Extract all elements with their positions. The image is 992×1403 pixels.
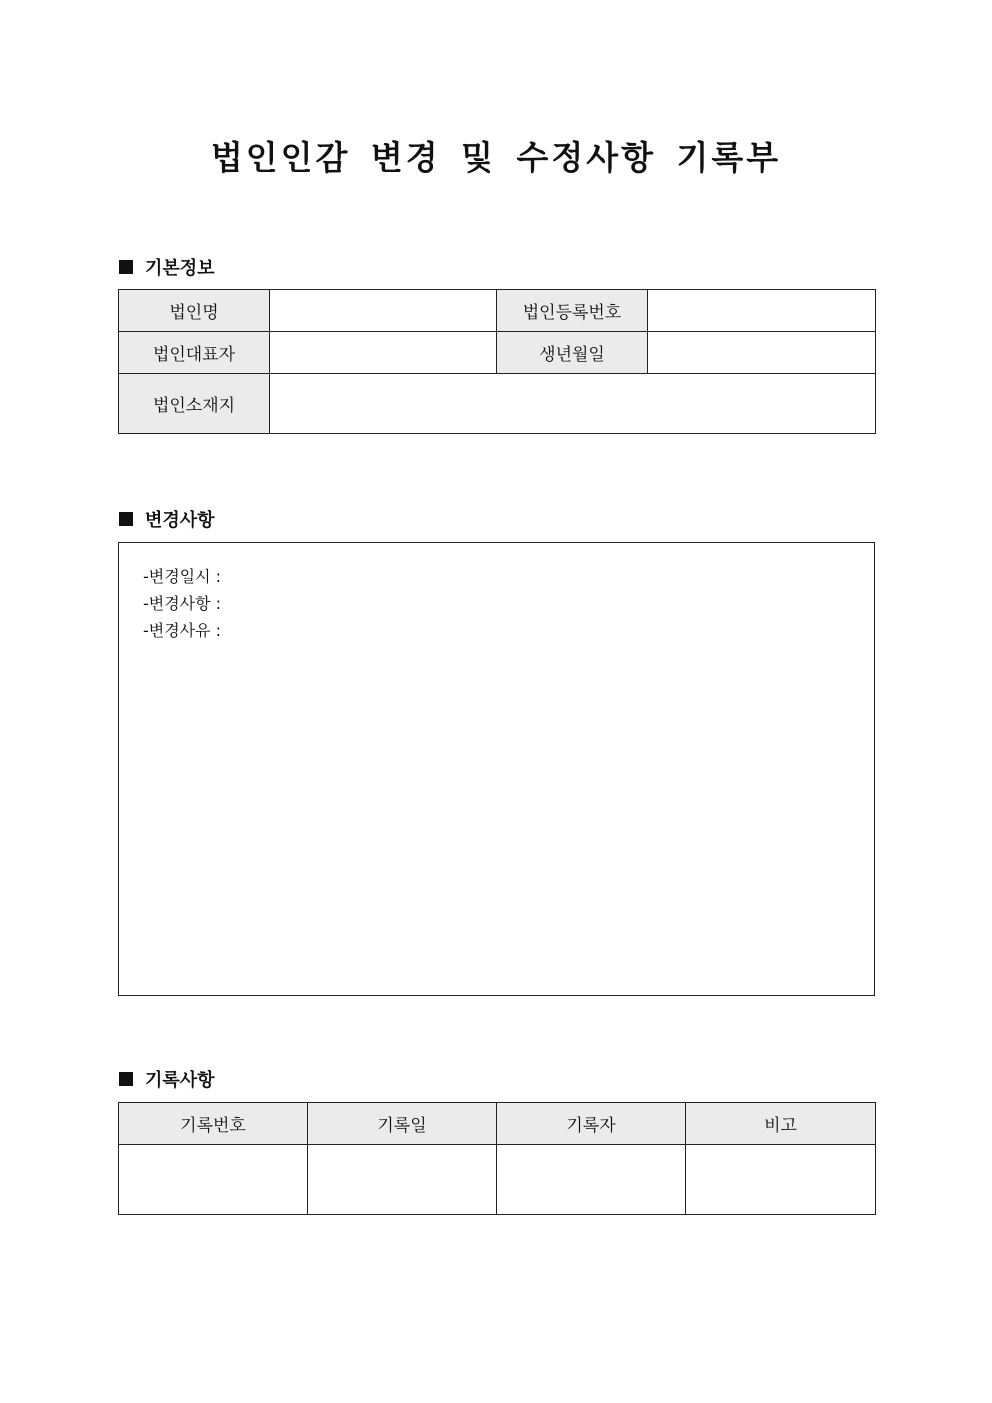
records-table xyxy=(118,1102,876,1215)
table-row xyxy=(119,332,876,374)
section-heading-label: 기록사항 xyxy=(145,1070,215,1091)
label-birth-date: 생년월일 xyxy=(497,332,648,374)
section-heading-label: 변경사항 xyxy=(145,510,215,531)
table-row xyxy=(119,374,876,434)
registration-number-field[interactable] xyxy=(648,290,876,332)
table-row xyxy=(119,290,876,332)
section-heading-changes xyxy=(119,506,215,532)
label-address: 법인소재지 xyxy=(119,374,270,434)
changes-box[interactable] xyxy=(118,542,875,996)
changes-lines xyxy=(143,563,221,644)
label-representative: 법인대표자 xyxy=(119,332,270,374)
square-bullet-icon xyxy=(119,1072,133,1086)
square-bullet-icon xyxy=(119,512,133,526)
table-header-row xyxy=(119,1103,876,1145)
section-heading-label: 기본정보 xyxy=(145,258,215,279)
birth-date-field[interactable] xyxy=(648,332,876,374)
document-title: 법인인감 변경 및 수정사항 기록부 xyxy=(210,138,782,177)
recorder-cell[interactable] xyxy=(497,1145,686,1215)
section-heading-records xyxy=(119,1066,215,1092)
label-corporation-name: 법인명 xyxy=(119,290,270,332)
change-reason-line: -변경사유 : xyxy=(143,621,222,640)
representative-field[interactable] xyxy=(270,332,497,374)
change-date-line: -변경일시 : xyxy=(143,567,222,586)
square-bullet-icon xyxy=(119,260,133,274)
basic-info-table xyxy=(118,289,876,434)
column-header-recorder: 기록자 xyxy=(497,1103,686,1145)
column-header-remarks: 비고 xyxy=(686,1103,876,1145)
table-row xyxy=(119,1145,876,1215)
column-header-record-number: 기록번호 xyxy=(119,1103,308,1145)
label-registration-number: 법인등록번호 xyxy=(497,290,648,332)
section-heading-basic-info xyxy=(119,254,215,280)
address-field[interactable] xyxy=(270,374,876,434)
corporation-name-field[interactable] xyxy=(270,290,497,332)
change-detail-line: -변경사항 : xyxy=(143,594,222,613)
record-number-cell[interactable] xyxy=(119,1145,308,1215)
remarks-cell[interactable] xyxy=(686,1145,876,1215)
column-header-record-date: 기록일 xyxy=(308,1103,497,1145)
record-date-cell[interactable] xyxy=(308,1145,497,1215)
